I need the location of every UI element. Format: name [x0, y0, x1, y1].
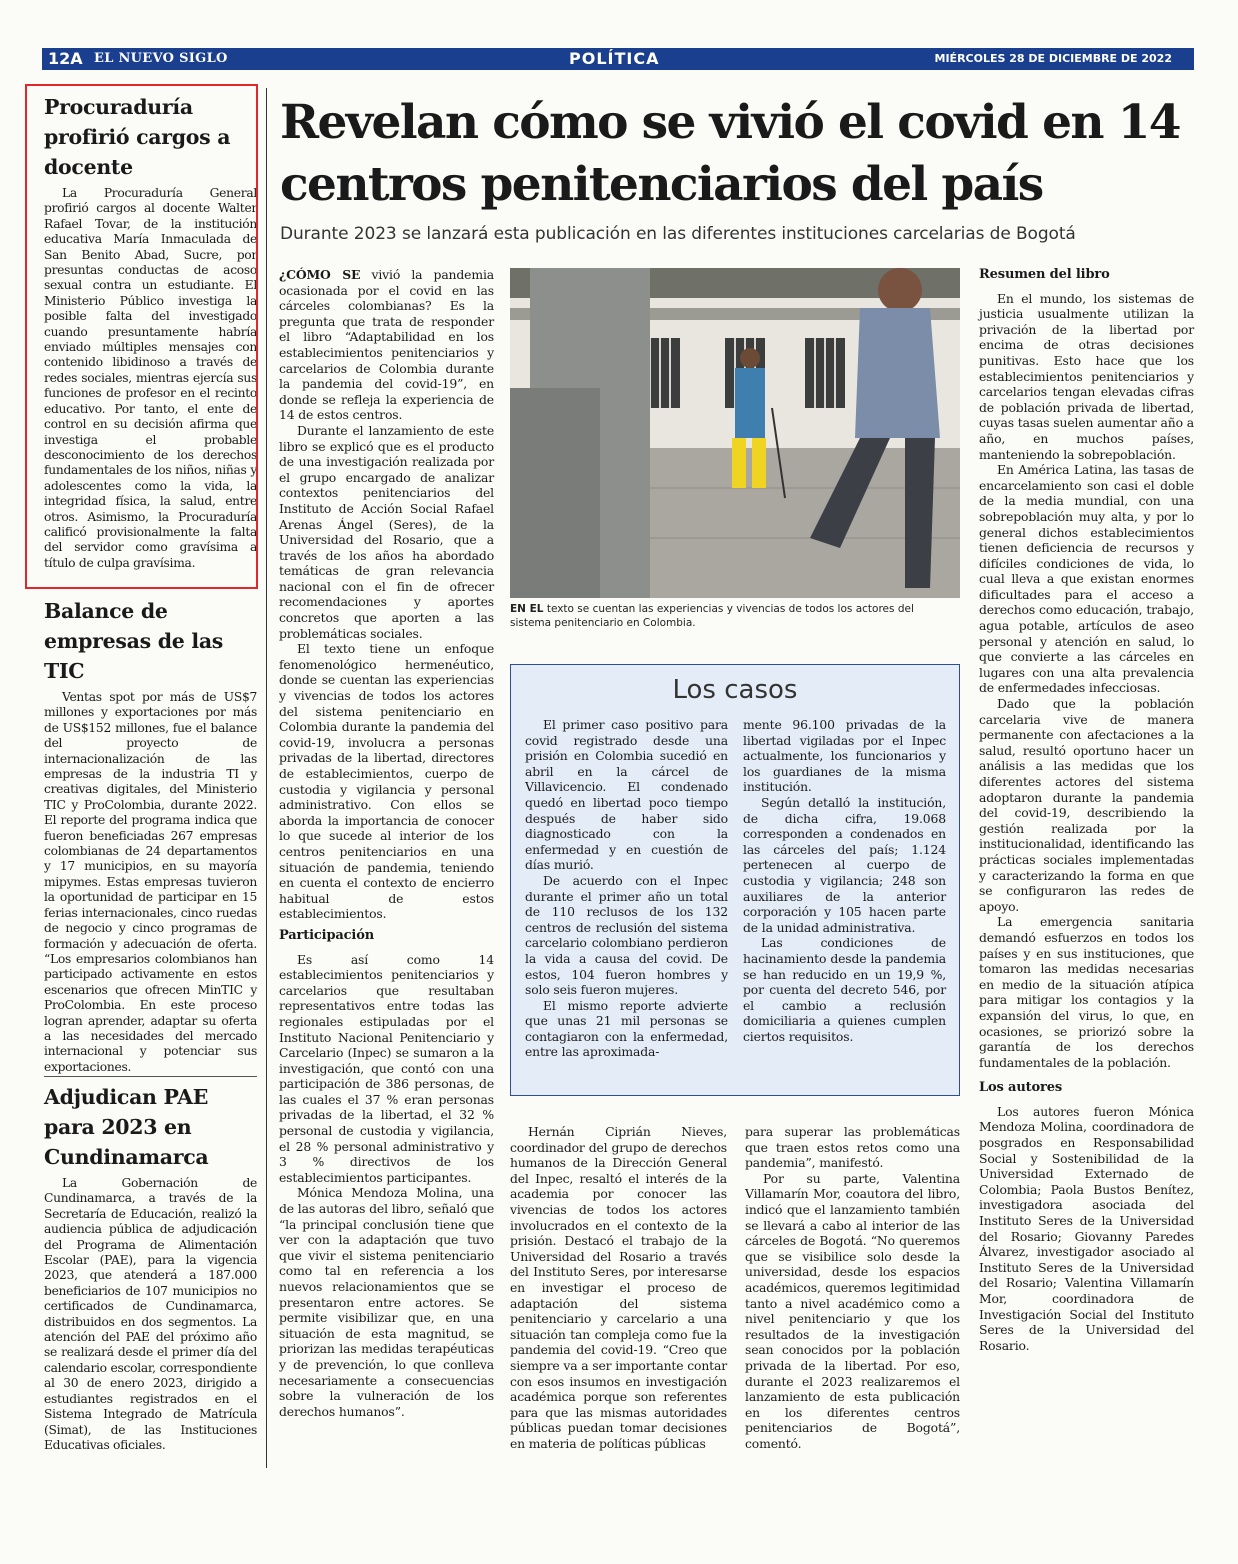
sidebar-story-3 [44, 1082, 257, 1453]
cases-box-left-column [525, 717, 728, 1060]
paragraph: Es así como 14 establecimientos penitenciarios y carcelarios que resultaban representativos entre todas las regionales estipuladas por el Instituto Nacional Penitenciario y Carcelario (Inpec) se sumaron a la investigación, que contó con una participación de 386 personas, de las cuales el 37 % eran personas privadas de la libertad, el 32 % personal de custodia y vigilancia, el 28 % personal administrativo y 3 % directivos de los establecimientos participantes. [279, 951, 494, 1185]
sidebar-story-2 [44, 596, 257, 1075]
lead-kicker: ¿CÓMO SE [279, 267, 361, 282]
header-bar [42, 48, 1194, 70]
prison-courtyard-illustration [510, 268, 960, 598]
paragraph: El primer caso positivo para covid registrado desde una prisión en Colombia sucedió en abril en la cárcel de Villavicencio. El condenado quedó en libertad poco tiempo después de haber sido diagnosticado con la enfermedad y en cuestión de días murió. [525, 717, 728, 873]
caption-kicker: EN EL [510, 603, 544, 615]
page-number: 12A [48, 49, 83, 68]
paragraph: Mónica Mendoza Molina, una de las autoras del libro, señaló que “la principal conclusión tiene que ver con la adaptación que tuvo que vivir el sistema penitenciario como tal en referencia a los nuevos relacionamientos que se presentaron entre actores. Se permite visibilizar que, en una situación de esta magnitud, se priorizan las medidas terapéuticas y de prevención, lo que conlleva necesariamente a consecuencias sobre la vulneración de los derechos humanos”. [279, 1185, 494, 1419]
section-subhead: Resumen del libro [979, 267, 1110, 282]
story-title: Adjudican PAE para 2023 en Cundinamarca [44, 1085, 209, 1169]
page-date: MIÉRCOLES 28 DE DICIEMBRE DE 2022 [934, 52, 1172, 65]
article-subhead: Durante 2023 se lanzará esta publicación en las diferentes instituciones carcelarias de Bogotá [280, 224, 1076, 244]
paragraph: Hernán Ciprián Nieves, coordinador del grupo de derechos humanos de la Dirección General del Inpec, resaltó el interés de la academia por conocer las vivencias de todos los actores involucrados en el contexto de la prisión. Destacó el trabajo de la Universidad del Rosario a través del Instituto Seres, por interesarse en investigar el proceso de adaptación del sistema penitenciario y carcelario a una situación tan compleja como fue la pandemia del covid-19. “Creo que siempre va a ser importante contar con esos insumos en investigación académica porque son referentes para que las mismas autoridades públicas puedan tomar decisiones en materia de políticas públicas [510, 1124, 727, 1451]
paragraph: En América Latina, las tasas de encarcelamiento son casi el doble de la media mundial, con una sobrepoblación muy alta, y por lo general dichos establecimientos tienen deficiencia de recursos y difíciles condiciones de vida, lo cual lleva a que existan enormes dificultades para el acceso a derechos como educación, trabajo, agua potable, artículos de aseo personal y atención en salud, lo que convierte a las cárceles en lugares con una alta prevalencia de enfermedades infecciosas. [979, 462, 1194, 696]
paragraph: El texto tiene un enfoque fenomenológico hermenéutico, donde se cuentan las experiencias y vivencias de todos los actores del sistema penitenciario en Colombia durante la pandemia del covid-19, involucra a personas privadas de la libertad, directores de establecimientos, cuerpo de custodia y vigilancia y personal administrativo. Con ellos se aborda la importancia de conocer lo que sucede al interior de los centros penitenciarios en una situación de pandemia, teniendo en cuenta el contexto de encierro habitual de estos establecimientos. [279, 641, 494, 922]
paragraph: Los autores fueron Mónica Mendoza Molina, coordinadora de posgrados en Responsabilidad Social y Sostenibilidad de la Universidad Externado de Colombia; Paola Bustos Benítez, investigadora asociada del Instituto Seres de la Universidad del Rosario; Giovanny Paredes Álvarez, investigador asociado al Instituto Seres de la Universidad del Rosario; Valentina Villamarín Mor, coordinadora de Investigación Social del Instituto Seres de la Universidad del Rosario. [979, 1103, 1194, 1353]
newspaper-name: EL NUEVO SIGLO [94, 51, 228, 66]
section-subhead: Participación [279, 927, 375, 943]
paragraph: El mismo reporte advierte que unas 21 mil personas se contagiaron con la enfermedad, entre las aproximada- [525, 997, 728, 1060]
cases-box-title: Los casos [672, 675, 798, 705]
highlight-frame [25, 84, 258, 589]
story-title: Procuraduría profirió cargos a docente [44, 95, 231, 179]
paragraph: Por su parte, Valentina Villamarín Mor, coautora del libro, indicó que el lanzamiento también se llevará a cabo al interior de las cárceles de Bogotá. “No queremos que se visibilice solo desde la universidad, desde los espacios académicos, queremos legitimidad tanto a nivel académico como a nivel penitenciario y que los resultados de la investigación sean conocidos por la población privada de la libertad. Por eso, durante el 2023 realizaremos el lanzamiento de esta publicación en los diferentes centros penitenciarios de Bogotá”, comentó. [745, 1170, 960, 1451]
caption-text: texto se cuentan las experiencias y vivencias de todos los actores del sistema penitenciario en Colombia. [510, 603, 914, 629]
paragraph: Según detalló la institución, de dicha cifra, 19.068 corresponden a condenados en las cárceles del país; 1.124 pertenecen al cuerpo de custodia y vigilancia; 248 son auxiliares de la anterior corporación y 105 hacen parte de la unidad administrativa. [743, 794, 946, 935]
article-column-2 [510, 1124, 727, 1451]
section-name: POLÍTICA [569, 49, 660, 68]
paragraph: para superar las problemáticas que traen estos retos como una pandemia”, manifestó. [745, 1124, 960, 1171]
sidebar-divider [44, 1076, 257, 1077]
paragraph: La emergencia sanitaria demandó esfuerzos en todos los países y en sus instituciones, que tomaron las medidas necesarias en medio de la situación atípica para mitigar los contagios y la expansión del virus, lo que, en ocasiones, se priorizó sobre la garantía de los derechos fundamentales de la población. [979, 914, 1194, 1070]
lead-text: vivió la pandemia ocasionada por el covid en las cárceles colombianas? Es la pregunta que trata de responder el libro “Adaptabilidad en los establecimientos penitenciarios y carcelarios de Colombia durante la pandemia del covid-19”, en donde se refleja la experiencia de 14 de estos centros. [279, 267, 495, 423]
article-photo [510, 268, 960, 598]
paragraph: mente 96.100 privadas de la libertad vigiladas por el Inpec actualmente, los funcionarios y los guardianes de la misma institución. [743, 717, 946, 795]
article-headline: Revelan cómo se vivió el covid en 14 centros penitenciarios del país [280, 95, 1180, 212]
paragraph: Dado que la población carcelaria vive de manera permanente con afectaciones a la salud, resultó oportuno hacer un análisis a las medidas que los diferentes actores del sistema adoptaron durante la pandemia del covid-19, describiendo la gestión realizada por la institucionalidad, identificando las prácticas sociales implementadas y caracterizando la forma en que se configuraron las redes de apoyo. [979, 696, 1194, 914]
article-column-3 [745, 1124, 960, 1451]
paragraph: Las condiciones de hacinamiento desde la pandemia se han reducido en un 19,9 %, por cuenta del decreto 546, por el cambio a reclusión domiciliaria a quienes cumplen ciertos requisitos. [743, 935, 946, 1044]
cases-box-right-column [743, 717, 946, 1044]
article-column-4 [979, 267, 1194, 1353]
story-title: Balance de empresas de las TIC [44, 599, 224, 683]
paragraph: En el mundo, los sistemas de justicia usualmente utilizan la privación de la libertad por encima de otras decisiones punitivas. Esto hace que los establecimientos penitenciarios y carcelarios tengan elevadas cifras de población privada de libertad, cuyas tasas suelen aumentar año a año, en muchos países, manteniendo la sobrepoblación. [979, 290, 1194, 462]
column-rule [266, 88, 267, 1468]
story-body: La Gobernación de Cundinamarca, a través de la Secretaría de Educación, realizó la audiencia pública de adjudicación del Programa de Alimentación Escolar (PAE), para la vigencia 2023, que atenderá a 187.000 beneficiarios de 107 municipios no certificados de Cundinamarca, distribuidos en dos segmentos. La atención del PAE del próximo año se realizará desde el primer día del calendario escolar, correspondiente al 30 de enero 2023, dirigido a estudiantes registrados en el Sistema Integrado de Matrícula (Simat), de las Instituciones Educativas oficiales. [44, 1176, 257, 1452]
story-body: La Procuraduría General profirió cargos al docente Walter Rafael Tovar, de la institución educativa María Inmaculada de San Benito Abad, Sucre, por presuntas conductas de acoso sexual contra un estudiante. El Ministerio Público investiga la posible falta del investigado cuando presuntamente habría enviado múltiples mensajes con contenido libidinoso a través de redes sociales, mientras ejercía sus funciones de profesor en el recinto educativo. Por tanto, el ente de control en su decisión afirma que investiga el probable desconocimiento de los derechos fundamentales de los niños, niñas y adolescentes como la vida, la integridad física, la salud, entre otros. Asimismo, la Procuraduría calificó provisionalmente la falta del servidor como gravísima a título de culpa gravísima. [44, 186, 257, 570]
lead-paragraph [279, 267, 494, 423]
cases-box [510, 664, 960, 1096]
paragraph: Durante el lanzamiento de este libro se explicó que es el producto de una investigación realizada por el grupo encargado de analizar contextos penitenciarios del Instituto de Acción Social Rafael Arenas Ángel (Seres), de la Universidad del Rosario, que a través de los años ha abordado temáticas de gran relevancia nacional con el fin de ofrecer recomendaciones y aportes concretos que aporten a las problemáticas sociales. [279, 422, 494, 641]
paragraph: De acuerdo con el Inpec durante el primer año un total de 110 reclusos de los 132 centros de reclusión del sistema carcelario colombiano perdieron la vida a causa del covid. De estos, 104 fueron hombres y solo seis fueron mujeres. [525, 872, 728, 998]
article-column-1 [279, 267, 494, 1419]
photo-caption [510, 602, 955, 630]
section-subhead: Los autores [979, 1080, 1062, 1096]
story-body: Ventas spot por más de US$7 millones y exportaciones por más de US$152 millones, fue el balance del proyecto de internacionalización de las empresas de la industria TI y creativas digitales, del Ministerio TIC y ProColombia, durante 2022. El reporte del programa indica que fueron beneficiadas 267 empresas colombianas de 24 departamentos y 17 municipios, en su mayoría mipymes. Estas empresas tuvieron la oportunidad de participar en 15 ferias internacionales, cinco ruedas de negocio y cinco programas de formación y adecuación de oferta. “Los empresarios colombianos han participado activamente en estos escenarios que ofrecen MinTIC y ProColombia. En este proceso logran aprender, adaptar su oferta a las necesidades del mercado internacional y potenciar sus exportaciones. [44, 690, 257, 1074]
